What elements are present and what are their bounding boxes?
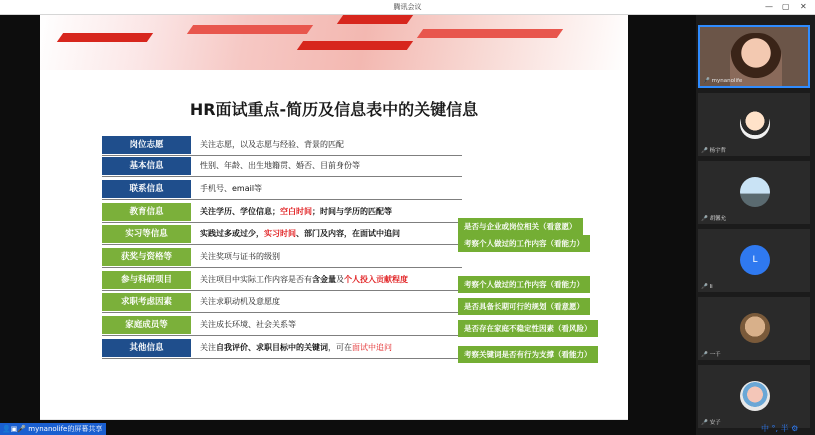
info-row — [102, 293, 462, 312]
info-row — [102, 180, 462, 199]
row-text-part: 自我评价、求职目标中的关键词 — [216, 343, 328, 352]
row-description — [200, 225, 462, 243]
participant-name-text: 胡馨允 — [709, 216, 727, 222]
participant-tile[interactable] — [698, 297, 810, 360]
row-text-part: 实践过多或过少， — [200, 229, 264, 238]
participant-name — [701, 418, 721, 426]
note-box: 是否存在家庭不稳定性因素（看风险） — [458, 320, 598, 337]
row-text-part: 面试中追问 — [352, 343, 392, 352]
row-divider — [102, 267, 462, 268]
row-text-part: 及 — [336, 275, 344, 284]
participant-name-text: 杨宇哲 — [709, 148, 727, 154]
window-title: 腾讯会议 — [393, 3, 422, 11]
slide-title: HR面试重点-简历及信息表中的关键信息 — [189, 100, 479, 119]
ime-indicator[interactable]: 中 °, 半 ⚙ — [761, 424, 799, 433]
row-divider — [102, 155, 462, 156]
row-divider — [102, 290, 462, 291]
info-row — [102, 316, 462, 335]
row-text-part: 手机号、email等 — [200, 184, 263, 193]
note-box: 考察关键词是否有行为支撑（看能力） — [458, 346, 598, 363]
mic-icon: 🎤 — [703, 78, 712, 84]
info-row — [102, 248, 462, 267]
participant-panel — [696, 15, 815, 435]
avatar — [740, 109, 770, 139]
row-label: 联系信息 — [102, 180, 191, 198]
row-divider — [102, 222, 462, 223]
info-row — [102, 271, 462, 290]
row-text-part: 个人投入贡献程度 — [344, 275, 408, 284]
note-box: 考察个人做过的工作内容（看能力） — [458, 235, 590, 252]
participant-name-text: li — [709, 284, 713, 290]
row-divider — [102, 335, 462, 336]
row-divider — [102, 358, 462, 359]
share-icon: 👤▣🎤 — [2, 425, 27, 433]
window-titlebar — [0, 0, 815, 15]
row-description — [200, 136, 462, 154]
row-text-part: 关注奖项与证书的级别 — [200, 252, 280, 261]
share-label: mynanolife的屏幕共享 — [28, 425, 103, 433]
row-divider — [102, 199, 462, 200]
maximize-icon[interactable]: ▢ — [782, 2, 790, 11]
row-text-part: 关注志愿，以及志愿与经验、背景的匹配 — [200, 140, 344, 149]
row-label: 实习等信息 — [102, 225, 191, 243]
row-divider — [102, 244, 462, 245]
row-label: 其他信息 — [102, 339, 191, 357]
participant-name-text: 一千 — [709, 352, 721, 358]
mic-icon: 🎤 — [701, 420, 710, 426]
left-margin — [0, 15, 40, 420]
row-text-part: 实习时间 — [264, 229, 296, 238]
participant-name — [701, 284, 713, 290]
participant-tile[interactable] — [698, 161, 810, 224]
info-row — [102, 225, 462, 244]
row-text-part: 关注成长环境、社会关系等 — [200, 320, 296, 329]
note-box: 是否与企业或岗位相关（看意愿） — [458, 218, 583, 235]
row-text-part: 关注学历、学位信息； — [200, 207, 280, 216]
participant-name — [703, 78, 742, 84]
mic-icon: 🎤 — [701, 148, 710, 154]
participant-name-text: mynanolife — [711, 78, 743, 84]
row-divider — [102, 312, 462, 313]
row-description — [200, 316, 462, 334]
participant-tile[interactable] — [698, 365, 810, 428]
mic-icon: 🎤 — [701, 284, 710, 290]
note-box: 考察个人做过的工作内容（看能力） — [458, 276, 590, 293]
info-row — [102, 157, 462, 176]
row-label: 参与科研项目 — [102, 271, 191, 289]
row-description — [200, 157, 462, 175]
participant-tile[interactable] — [698, 93, 810, 156]
row-description — [200, 271, 462, 289]
row-text-part: ；时间与学历的匹配等 — [312, 207, 392, 216]
participant-name — [701, 214, 726, 222]
row-description — [200, 203, 462, 221]
row-text-part: 关注项目中实际工作内容是否有 — [200, 275, 312, 284]
row-text-part: 空白时间 — [280, 207, 312, 216]
row-text-part: 关注 — [200, 343, 216, 352]
row-description — [200, 293, 462, 311]
participant-name — [701, 350, 721, 358]
close-icon[interactable]: ✕ — [800, 2, 807, 11]
avatar: L — [740, 245, 770, 275]
row-divider — [102, 176, 462, 177]
row-label: 家庭成员等 — [102, 316, 191, 334]
participant-tile[interactable] — [698, 25, 810, 88]
mic-icon: 🎤 — [701, 216, 710, 222]
row-text-part: 含金量 — [312, 275, 336, 284]
row-label: 获奖与资格等 — [102, 248, 191, 266]
row-description — [200, 248, 462, 266]
note-box: 是否具备长期可行的规划（看意愿） — [458, 298, 590, 315]
row-description — [200, 339, 462, 357]
info-row — [102, 136, 462, 155]
row-label: 基本信息 — [102, 157, 191, 175]
mic-icon: 🎤 — [701, 352, 710, 358]
participant-name — [701, 146, 726, 154]
row-label: 教育信息 — [102, 203, 191, 221]
right-margin — [628, 15, 696, 420]
avatar — [740, 381, 770, 411]
avatar — [740, 177, 770, 207]
slide-header-decoration — [40, 15, 628, 70]
row-text-part: ，可在 — [328, 343, 352, 352]
row-text-part: 关注求职动机及意愿度 — [200, 297, 280, 306]
shared-slide — [40, 15, 628, 435]
info-row — [102, 203, 462, 222]
participant-tile[interactable] — [698, 229, 810, 292]
participant-name-text: 安子 — [709, 420, 721, 426]
avatar — [740, 313, 770, 343]
info-row — [102, 339, 462, 358]
screen-share-indicator[interactable] — [0, 423, 106, 435]
row-text-part: 性别、年龄、出生地籍贯、婚否、目前身份等 — [200, 161, 360, 170]
minimize-icon[interactable]: — — [765, 2, 773, 11]
row-text-part: 、部门及内容，在面试中追问 — [296, 229, 400, 238]
row-description — [200, 180, 462, 198]
row-label: 求职考虑因素 — [102, 293, 191, 311]
row-label: 岗位志愿 — [102, 136, 191, 154]
